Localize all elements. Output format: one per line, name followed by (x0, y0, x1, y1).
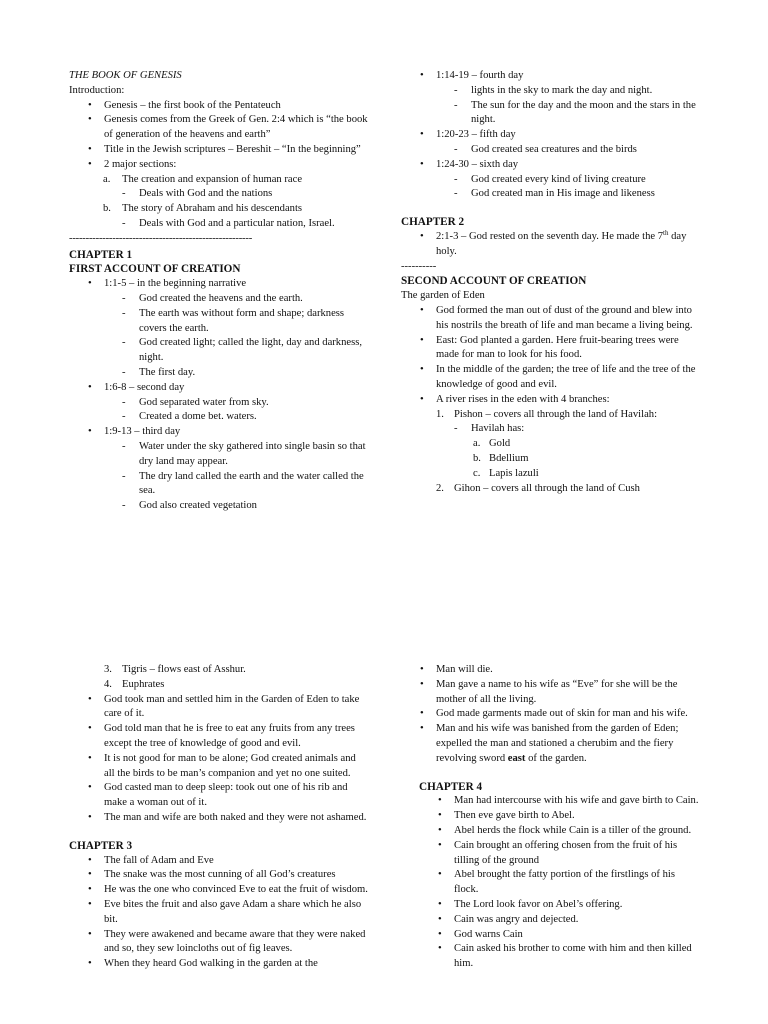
list-item: • God told man that he is free to eat any fruits from any trees except the tree of knowledge of good and evil. (69, 722, 369, 752)
page2-right-column (401, 663, 701, 972)
days-list (401, 69, 701, 202)
banished-text-b: of the garden. (525, 752, 587, 764)
list-subitem: - Created a dome bet. waters. (69, 410, 369, 425)
list-subitem: - God separated water from sky. (69, 396, 369, 411)
list-marker: c. (473, 467, 481, 479)
list-item: • Man gave a name to his wife as “Eve” for she will be the mother of all the living. (401, 678, 701, 708)
list-subitem (401, 452, 701, 467)
river-text: Gihon – covers all through the land of Cush (454, 482, 640, 494)
list-subitem: - God also created vegetation (69, 499, 369, 514)
banished-text-a: Man and his wife was banished from the garden of Eden; expelled the man and stationed a cherubim and the fiery revolving sword (436, 723, 679, 764)
page2-left-column (69, 663, 369, 972)
list-item: • They were awakened and became aware that they were naked and so, they sew loincloths out of fig leaves. (69, 928, 369, 958)
list-item (69, 663, 369, 678)
list-item: • God formed the man out of dust of the ground and blew into his nostrils the breath of life and man became a living being. (401, 304, 701, 334)
intro-list (69, 99, 369, 173)
page1-left-column (69, 69, 369, 514)
list-item: • A river rises in the eden with 4 branches: (401, 393, 701, 408)
document-title: THE BOOK OF GENESIS (69, 70, 182, 81)
list-item: • Genesis comes from the Greek of Gen. 2:4 which is “the book of generation of the heavens and earth” (69, 113, 369, 143)
list-item: • Genesis – the first book of the Pentateuch (69, 99, 369, 114)
list-item: • Cain was angry and dejected. (401, 913, 701, 928)
list-subitem: - God created every kind of living creature (401, 173, 701, 188)
dash-marker: - (122, 188, 126, 200)
separator-line: ------------------------------------------------------- (69, 232, 253, 244)
garden-label: The garden of Eden (401, 290, 485, 302)
list-subitem: - The dry land called the earth and the water called the sea. (69, 470, 369, 500)
list-item: • In the middle of the garden; the tree of life and the tree of the knowledge of good and evil. (401, 363, 701, 393)
havilah-item: Lapis lazuli (489, 467, 539, 479)
list-marker: b. (473, 452, 481, 464)
list-item (69, 678, 369, 693)
list-item: • God warns Cain (401, 928, 701, 943)
list-item: • Man will die. (401, 663, 701, 678)
list-item: • East: God planted a garden. Here fruit-bearing trees were made for man to look for his food. (401, 334, 701, 364)
list-marker: 2. (436, 482, 444, 494)
chapter-3-heading: CHAPTER 3 (69, 839, 133, 852)
list-subitem (401, 422, 701, 437)
intro-label: Introduction: (69, 84, 125, 96)
list-item: • Eve bites the fruit and also gave Adam a share which he also bit. (69, 898, 369, 928)
list-item: • God casted man to deep sleep: took out one of his rib and make a woman out of it. (69, 781, 369, 811)
list-marker: 4. (104, 678, 112, 690)
river-text: Tigris – flows east of Asshur. (122, 664, 246, 675)
second-account-heading: SECOND ACCOUNT OF CREATION (401, 275, 587, 288)
separator-line: ---------- (401, 260, 437, 272)
list-subitem (401, 437, 701, 452)
list-item: • It is not good for man to be alone; God created animals and all the birds to be man’s companion and yet no one suited. (69, 752, 369, 782)
chapter-4-heading: CHAPTER 4 (419, 780, 483, 793)
list-subitem: - Water under the sky gathered into single basin so that dry land may appear. (69, 440, 369, 470)
list-item: • When they heard God walking in the garden at the (69, 957, 369, 972)
chapter-1-subheading: FIRST ACCOUNT OF CREATION (69, 263, 241, 276)
section-text: The story of Abraham and his descendants (122, 203, 303, 215)
list-marker: 3. (104, 664, 112, 675)
list-item: b. The story of Abraham and his descendants (103, 203, 303, 215)
sections-list (69, 173, 369, 232)
list-item: • Cain asked his brother to come with him and then killed him. (401, 942, 701, 972)
havilah-item: Gold (489, 438, 511, 450)
list-item: • Man had intercourse with his wife and gave birth to Cain. (401, 794, 701, 809)
rivers-list-continued (69, 663, 369, 693)
ch2-text-b: day holy. (436, 230, 687, 257)
banished-bold: east (507, 752, 526, 764)
havilah-label: Havilah has: (471, 423, 525, 435)
list-subitem (401, 467, 701, 482)
list-item: • 2 major sections: (69, 158, 369, 173)
river-text: Pishon – covers all through the land of Havilah: (454, 408, 658, 420)
chapter-1-list (69, 277, 369, 514)
list-item (401, 230, 701, 260)
list-subitem: - The first day. (69, 366, 369, 381)
list-item (401, 722, 701, 766)
havilah-item: Bdellium (489, 452, 529, 464)
list-marker: a. (473, 438, 481, 450)
list-subitem: - The earth was without form and shape; darkness covers the earth. (69, 307, 369, 337)
list-item: • Cain brought an offering chosen from the fruit of his tilling of the ground (401, 839, 701, 869)
list-subitem: - lights in the sky to mark the day and night. (401, 84, 701, 99)
list-item (69, 217, 369, 232)
list-subitem: - God created man in His image and likeness (401, 187, 701, 202)
list-item: • Title in the Jewish scriptures – Bereshit – “In the beginning” (69, 143, 369, 158)
list-item: • Abel herds the flock while Cain is a tiller of the ground. (401, 824, 701, 839)
chapter-4-list (401, 794, 701, 972)
list-item: • 1:20-23 – fifth day (401, 128, 701, 143)
list-item: • He was the one who convinced Eve to eat the fruit of wisdom. (69, 883, 369, 898)
list-item: • 1:14-19 – fourth day (401, 69, 701, 84)
list-item: • The snake was the most cunning of all God’s creatures (69, 868, 369, 883)
chapter-2-heading: CHAPTER 2 (401, 216, 465, 229)
eden-list (401, 304, 701, 408)
eden-list-continued (69, 693, 369, 826)
list-item: • The fall of Adam and Eve (69, 854, 369, 869)
list-item (401, 482, 701, 497)
dash-marker: - (454, 423, 458, 435)
list-item: • 1:6-8 – second day (69, 381, 369, 396)
list-item: • 1:24-30 – sixth day (401, 158, 701, 173)
chapter-3-list (69, 854, 369, 972)
section-sub: Deals with God and the nations (139, 188, 273, 200)
dash-marker: - (122, 217, 126, 229)
chapter-2-list (401, 230, 701, 260)
list-item: • God made garments made out of skin for man and his wife. (401, 707, 701, 722)
ch2-text-a: 2:1-3 – God rested on the seventh day. He made the 7 (436, 230, 664, 242)
list-marker: 1. (436, 408, 444, 420)
list-item: • Abel brought the fatty portion of the firstlings of his flock. (401, 868, 701, 898)
list-item (69, 187, 369, 202)
section-sub: Deals with God and a particular nation, Israel. (139, 217, 335, 229)
list-subitem: - God created sea creatures and the birds (401, 143, 701, 158)
rivers-list (401, 408, 701, 497)
list-item: • God took man and settled him in the Garden of Eden to take care of it. (69, 693, 369, 723)
ch2-superscript: th (663, 228, 669, 237)
list-item: • 1:9-13 – third day (69, 425, 369, 440)
chapter-1-heading: CHAPTER 1 (69, 248, 133, 261)
section-text: The creation and expansion of human race (122, 173, 303, 185)
list-item: a. The creation and expansion of human race (103, 173, 303, 185)
list-item (401, 408, 701, 423)
list-item: • 1:1-5 – in the beginning narrative (69, 277, 369, 292)
list-item: • Then eve gave birth to Abel. (401, 809, 701, 824)
list-subitem: - The sun for the day and the moon and the stars in the night. (401, 99, 701, 129)
page1-right-column (401, 69, 701, 496)
list-item: • The man and wife are both naked and they were not ashamed. (69, 811, 369, 826)
list-subitem: - God created light; called the light, day and darkness, night. (69, 336, 369, 366)
river-text: Euphrates (122, 678, 165, 690)
list-item: • The Lord look favor on Abel’s offering. (401, 898, 701, 913)
list-subitem: - God created the heavens and the earth. (69, 292, 369, 307)
chapter-3-list-continued (401, 663, 701, 767)
